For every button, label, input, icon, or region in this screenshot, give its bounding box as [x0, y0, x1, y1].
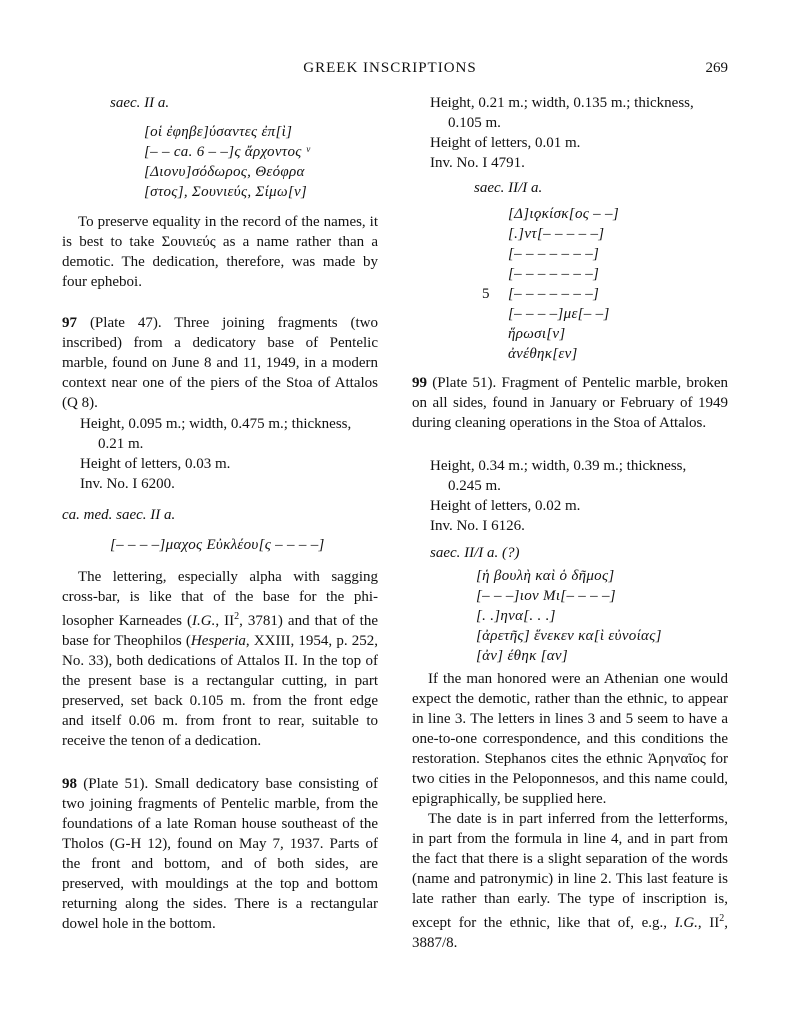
page-number: 269 [705, 60, 728, 76]
inscription-line: [στος], Σουνιεύς, Σίμω[ν] [144, 184, 308, 200]
inscription-line: [ἀν] έθηκ [αν] [476, 648, 569, 664]
commentary-paragraph: The lettering, especially alpha with sagging cross-bar, is like that of the base for the phi- losopher Karneades (I.G., $II^2$, 3781) and that of the base for Theophilos (Hesperia, XXIII, 1954, p. 252, No. 33), both dedications of Attalos II. In the top of the present base is a rectangular cutting, in part preserved, set back 0.105 m. from the front edge and itself 0.06 m. from front to rear, suitable to receive the tenon of a dedication. [62, 569, 378, 749]
measurements-99 [412, 456, 728, 536]
entry-98 [62, 774, 378, 934]
dimensions: Height, 0.21 m.; width, 0.135 m.; thickness, [430, 95, 694, 111]
entry-number: 99 [412, 375, 427, 391]
commentary-paragraph: To preserve equality in the record of the names, it is best to take Σουνιεύς as a name rather than a demotic. The dedication, therefore, was made by four epheboi. [62, 214, 378, 290]
dimensions-cont: 0.105 m. [448, 115, 501, 131]
inscription-line: [– – – –]με[– –] [508, 306, 610, 322]
ig-citation: I.G. [674, 915, 698, 931]
inscription-line: [.]ντ[– – – – –] [508, 226, 605, 242]
inventory-number: Inv. No. I 6126. [430, 518, 525, 534]
entry-description: (Plate 47). Three joining fragments (two inscribed) from a dedicatory base of Pentelic marble, found on June 8 and 11, 1949, in a modern context near one of the piers of the Stoa of Attalos (Q 8). [62, 315, 378, 411]
inventory-number: Inv. No. I 4791. [430, 155, 525, 171]
letter-height: Height of letters, 0.02 m. [430, 498, 581, 514]
letter-height: Height of letters, 0.03 m. [80, 456, 231, 472]
inscription-line: [οἱ ἐφηβε]ύσαντες ἐπ[ὶ] [144, 124, 293, 140]
commentary-paragraph: If the man honored were an Athenian one would expect the demotic, rather than the ethnic, to appear in line 3. The letters in lines 3 and 5 seem to have a one-to-one correspondence, and this conditions the restoration. Stephanos cites the ethnic Ἀρηναῖος for two cities in the Peloponnesos, and this name could, epigraphically, be supplied here. [412, 671, 728, 807]
date-97 [62, 505, 378, 525]
inscription-line: ἀνέθηκ[εν] [508, 346, 578, 362]
inscription-line: [– – – – – – –] [508, 266, 600, 282]
date-99 [430, 543, 520, 563]
entry-number: 97 [62, 315, 77, 331]
inscription-line: ἥρωσι[ν] [508, 326, 566, 342]
inscription-line: [– – – –]μαχος Εὐκλέου[ς – – – –] [110, 537, 325, 553]
commentary-paragraph: The date is in part inferred from the letterforms, in part from the formula in line 4, and in part from the fact that there is a slight separation of the words (name and patronymic) in line 2. This last feature is late rather than early. The type of inscription is, except for the ethnic, like that of, e.g., I.G., $II^2$, 3887/8. [412, 811, 728, 951]
date-line: saec. II/I a. (?) [430, 545, 520, 561]
superscript: 2 [719, 913, 725, 924]
inscription-line: [ἀρετῆς] ἕνεκεν κα[ὶ εὐνοίας] [476, 628, 662, 644]
inscription-line: [Δ]ιϙκίσκ[ος – –] [508, 206, 619, 222]
measurements-98 [412, 93, 728, 173]
date-98 [474, 178, 542, 198]
running-header [52, 58, 728, 80]
dimensions: Height, 0.34 m.; width, 0.39 m.; thickness, [430, 458, 687, 474]
inscription-line: [Διονυ]σόδωρος, Θεόφρα [144, 164, 305, 180]
left-column-top-date [62, 93, 378, 113]
inventory-number: Inv. No. I 6200. [80, 476, 175, 492]
inscription-97 [110, 535, 370, 555]
inscription-line: [ἡ βουλὴ καὶ ὁ δῆμος] [476, 568, 615, 584]
letter-height: Height of letters, 0.01 m. [430, 135, 581, 151]
inscription-96 [144, 122, 384, 202]
entry-heading [412, 373, 728, 433]
entry-97 [62, 313, 378, 413]
date-line: saec. II a. [110, 95, 170, 111]
ig-citation: I.G. [192, 613, 216, 629]
inscription-line: [– – – – – – –] [508, 286, 600, 302]
dimensions-cont: 0.21 m. [98, 436, 144, 452]
hesperia-citation: Hesperia [190, 633, 246, 649]
inscription-line: [– – ca. 6 – –]ς ἄρχοντος ᵛ [144, 144, 311, 160]
commentary-99 [412, 669, 728, 953]
dimensions-cont: 0.245 m. [448, 478, 501, 494]
entry-number: 98 [62, 776, 77, 792]
date-line: ca. med. saec. II a. [62, 507, 176, 523]
superscript: 2 [234, 611, 240, 622]
inscription-line: [– – –]ιον Μι[– – – –] [476, 588, 616, 604]
entry-99 [412, 373, 728, 433]
entry-heading [62, 774, 378, 934]
inscription-99 [476, 566, 728, 666]
entry-description: (Plate 51). Small dedicatory base consisting of two joining fragments of Pentelic marble, from the foundations of a late Roman house southeast of the Tholos (G-H 12), found on May 7, 1937. Parts of the front and bottom, and of both sides, are preserved, with mouldings at the top and bottom returning along the sides. There is a rectangular dowel hole in the bottom. [62, 776, 378, 932]
dimensions: Height, 0.095 m.; width, 0.475 m.; thickness, [80, 416, 352, 432]
inscription-line: [– – – – – – –] [508, 246, 600, 262]
entry-heading [62, 313, 378, 413]
commentary-97 [62, 567, 378, 751]
inscription-line: [. .]ηνα[. . .] [476, 608, 556, 624]
running-title: GREEK INSCRIPTIONS [303, 60, 477, 76]
entry-description: (Plate 51). Fragment of Pentelic marble, broken on all sides, found in January or February of 1949 during cleaning operations in the Stoa of Attalos. [412, 375, 728, 431]
commentary-96 [62, 212, 378, 292]
line-number: 5 [482, 286, 490, 302]
measurements-97 [62, 414, 378, 494]
date-line: saec. II/I a. [474, 180, 543, 196]
inscription-98 [508, 204, 708, 364]
